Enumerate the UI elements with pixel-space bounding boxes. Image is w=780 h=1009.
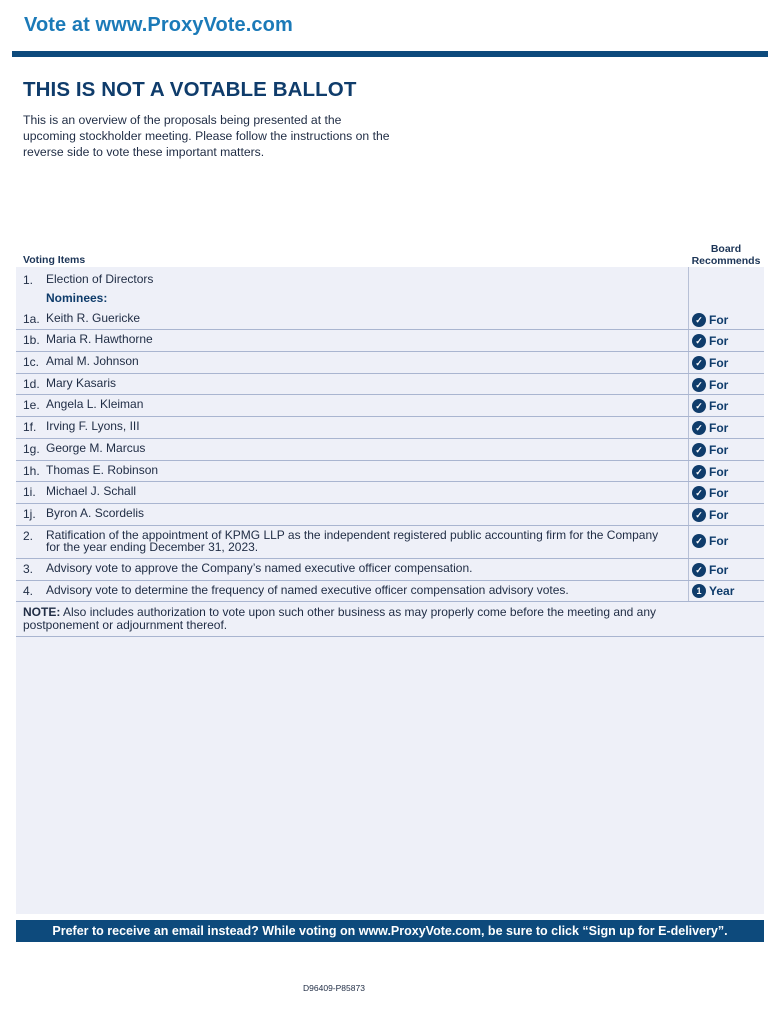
table-row: 1a. Keith R. Guericke ✓ For: [16, 309, 764, 330]
recommendation: ✓ For: [692, 508, 728, 522]
nominee-name: Amal M. Johnson: [46, 354, 139, 368]
nominee-name: Mary Kasaris: [46, 376, 117, 390]
checkmark-icon: ✓: [692, 313, 706, 327]
recommendation: ✓ For: [692, 313, 728, 327]
table-row: 1h. Thomas E. Robinson ✓ For: [16, 461, 764, 482]
checkmark-icon: ✓: [692, 399, 706, 413]
checkmark-icon: ✓: [692, 356, 706, 370]
checkmark-icon: ✓: [692, 486, 706, 500]
item-number: 1.: [23, 273, 34, 287]
proposal-text: Advisory vote to determine the frequency of named executive officer compensation advisory votes.: [46, 583, 569, 597]
nominee-name: Angela L. Kleiman: [46, 397, 144, 411]
voting-items-header: Voting Items: [23, 254, 86, 266]
nominee-name: George M. Marcus: [46, 441, 146, 455]
page-title: THIS IS NOT A VOTABLE BALLOT: [23, 78, 357, 101]
nominee-name: Thomas E. Robinson: [46, 463, 159, 477]
proposal-text-line1: Ratification of the appointment of KPMG LLP as the independent registered public accounting firm for the Company: [46, 528, 659, 542]
proposal-text-line2: for the year ending December 31, 2023.: [46, 540, 259, 554]
recommendation: ✓ For: [692, 465, 728, 479]
recommendation: ✓ For: [692, 443, 728, 457]
table-row: 1g. George M. Marcus ✓ For: [16, 439, 764, 461]
intro-text: This is an overview of the proposals being presented at the upcoming stockholder meeting. Please follow the instructions on the reverse side to vote these important matters.: [23, 113, 390, 159]
board-recommends-header: Board Recommends: [691, 243, 761, 267]
note-line2: postponement or adjournment thereof.: [23, 618, 228, 632]
nominees-label: Nominees:: [46, 291, 108, 305]
top-header: [0, 0, 780, 58]
recommendation: 1 Year: [692, 584, 734, 598]
recommendation: ✓ For: [692, 534, 728, 548]
checkmark-icon: ✓: [692, 421, 706, 435]
table-row: 1f. Irving F. Lyons, III ✓ For: [16, 417, 764, 439]
proposal-3-row: 3. Advisory vote to approve the Company’s named executive officer compensation. ✓ For: [16, 559, 764, 581]
item-label: Election of Directors: [46, 272, 154, 286]
table-row: 1b. Maria R. Hawthorne ✓ For: [16, 330, 764, 352]
nominees-label-row: [16, 292, 764, 308]
footer-banner: Prefer to receive an email instead? While voting on www.ProxyVote.com, be sure to click “Sign up for E-delivery”.: [16, 920, 764, 942]
checkmark-icon: ✓: [692, 378, 706, 392]
proposal-4-row: 4. Advisory vote to determine the frequency of named executive officer compensation advisory votes. 1 Year: [16, 581, 764, 602]
checkmark-icon: ✓: [692, 534, 706, 548]
checkmark-icon: ✓: [692, 563, 706, 577]
recommendation: ✓ For: [692, 486, 728, 500]
table-row: 1c. Amal M. Johnson ✓ For: [16, 352, 764, 374]
nominee-name: Maria R. Hawthorne: [46, 332, 153, 346]
recommendation: ✓ For: [692, 334, 728, 348]
nominee-name: Keith R. Guericke: [46, 311, 141, 325]
one-year-badge-icon: 1: [692, 584, 706, 598]
table-row: 1d. Mary Kasaris ✓ For: [16, 374, 764, 395]
proxyvote-header-title: Vote at www.ProxyVote.com: [24, 14, 293, 36]
recommendation: ✓ For: [692, 356, 728, 370]
recommendation: ✓ For: [692, 399, 728, 413]
recommendation: ✓ For: [692, 421, 728, 435]
document-code: D96409-P85873: [303, 983, 365, 993]
header-rule: [12, 51, 768, 57]
table-row: 1e. Angela L. Kleiman ✓ For: [16, 395, 764, 417]
nominee-name: Irving F. Lyons, III: [46, 419, 140, 433]
election-row: [16, 273, 764, 289]
checkmark-icon: ✓: [692, 334, 706, 348]
recommendation: ✓ For: [692, 378, 728, 392]
table-row: 1i. Michael J. Schall ✓ For: [16, 482, 764, 504]
table-row: 1j. Byron A. Scordelis ✓ For: [16, 504, 764, 526]
proposal-text: Advisory vote to approve the Company’s named executive officer compensation.: [46, 561, 473, 575]
proposal-2-row: 2. Ratification of the appointment of KPMG LLP as the independent registered public accounting firm for the Company for the year ending December 31, 2023. ✓ For: [16, 526, 764, 559]
checkmark-icon: ✓: [692, 443, 706, 457]
note-line1: NOTE: Also includes authorization to vote upon such other business as may properly come before the meeting and any: [23, 605, 657, 619]
note-row: [16, 602, 764, 637]
checkmark-icon: ✓: [692, 508, 706, 522]
recommendation: ✓ For: [692, 563, 728, 577]
nominee-name: Byron A. Scordelis: [46, 506, 145, 520]
checkmark-icon: ✓: [692, 465, 706, 479]
nominee-name: Michael J. Schall: [46, 484, 137, 498]
